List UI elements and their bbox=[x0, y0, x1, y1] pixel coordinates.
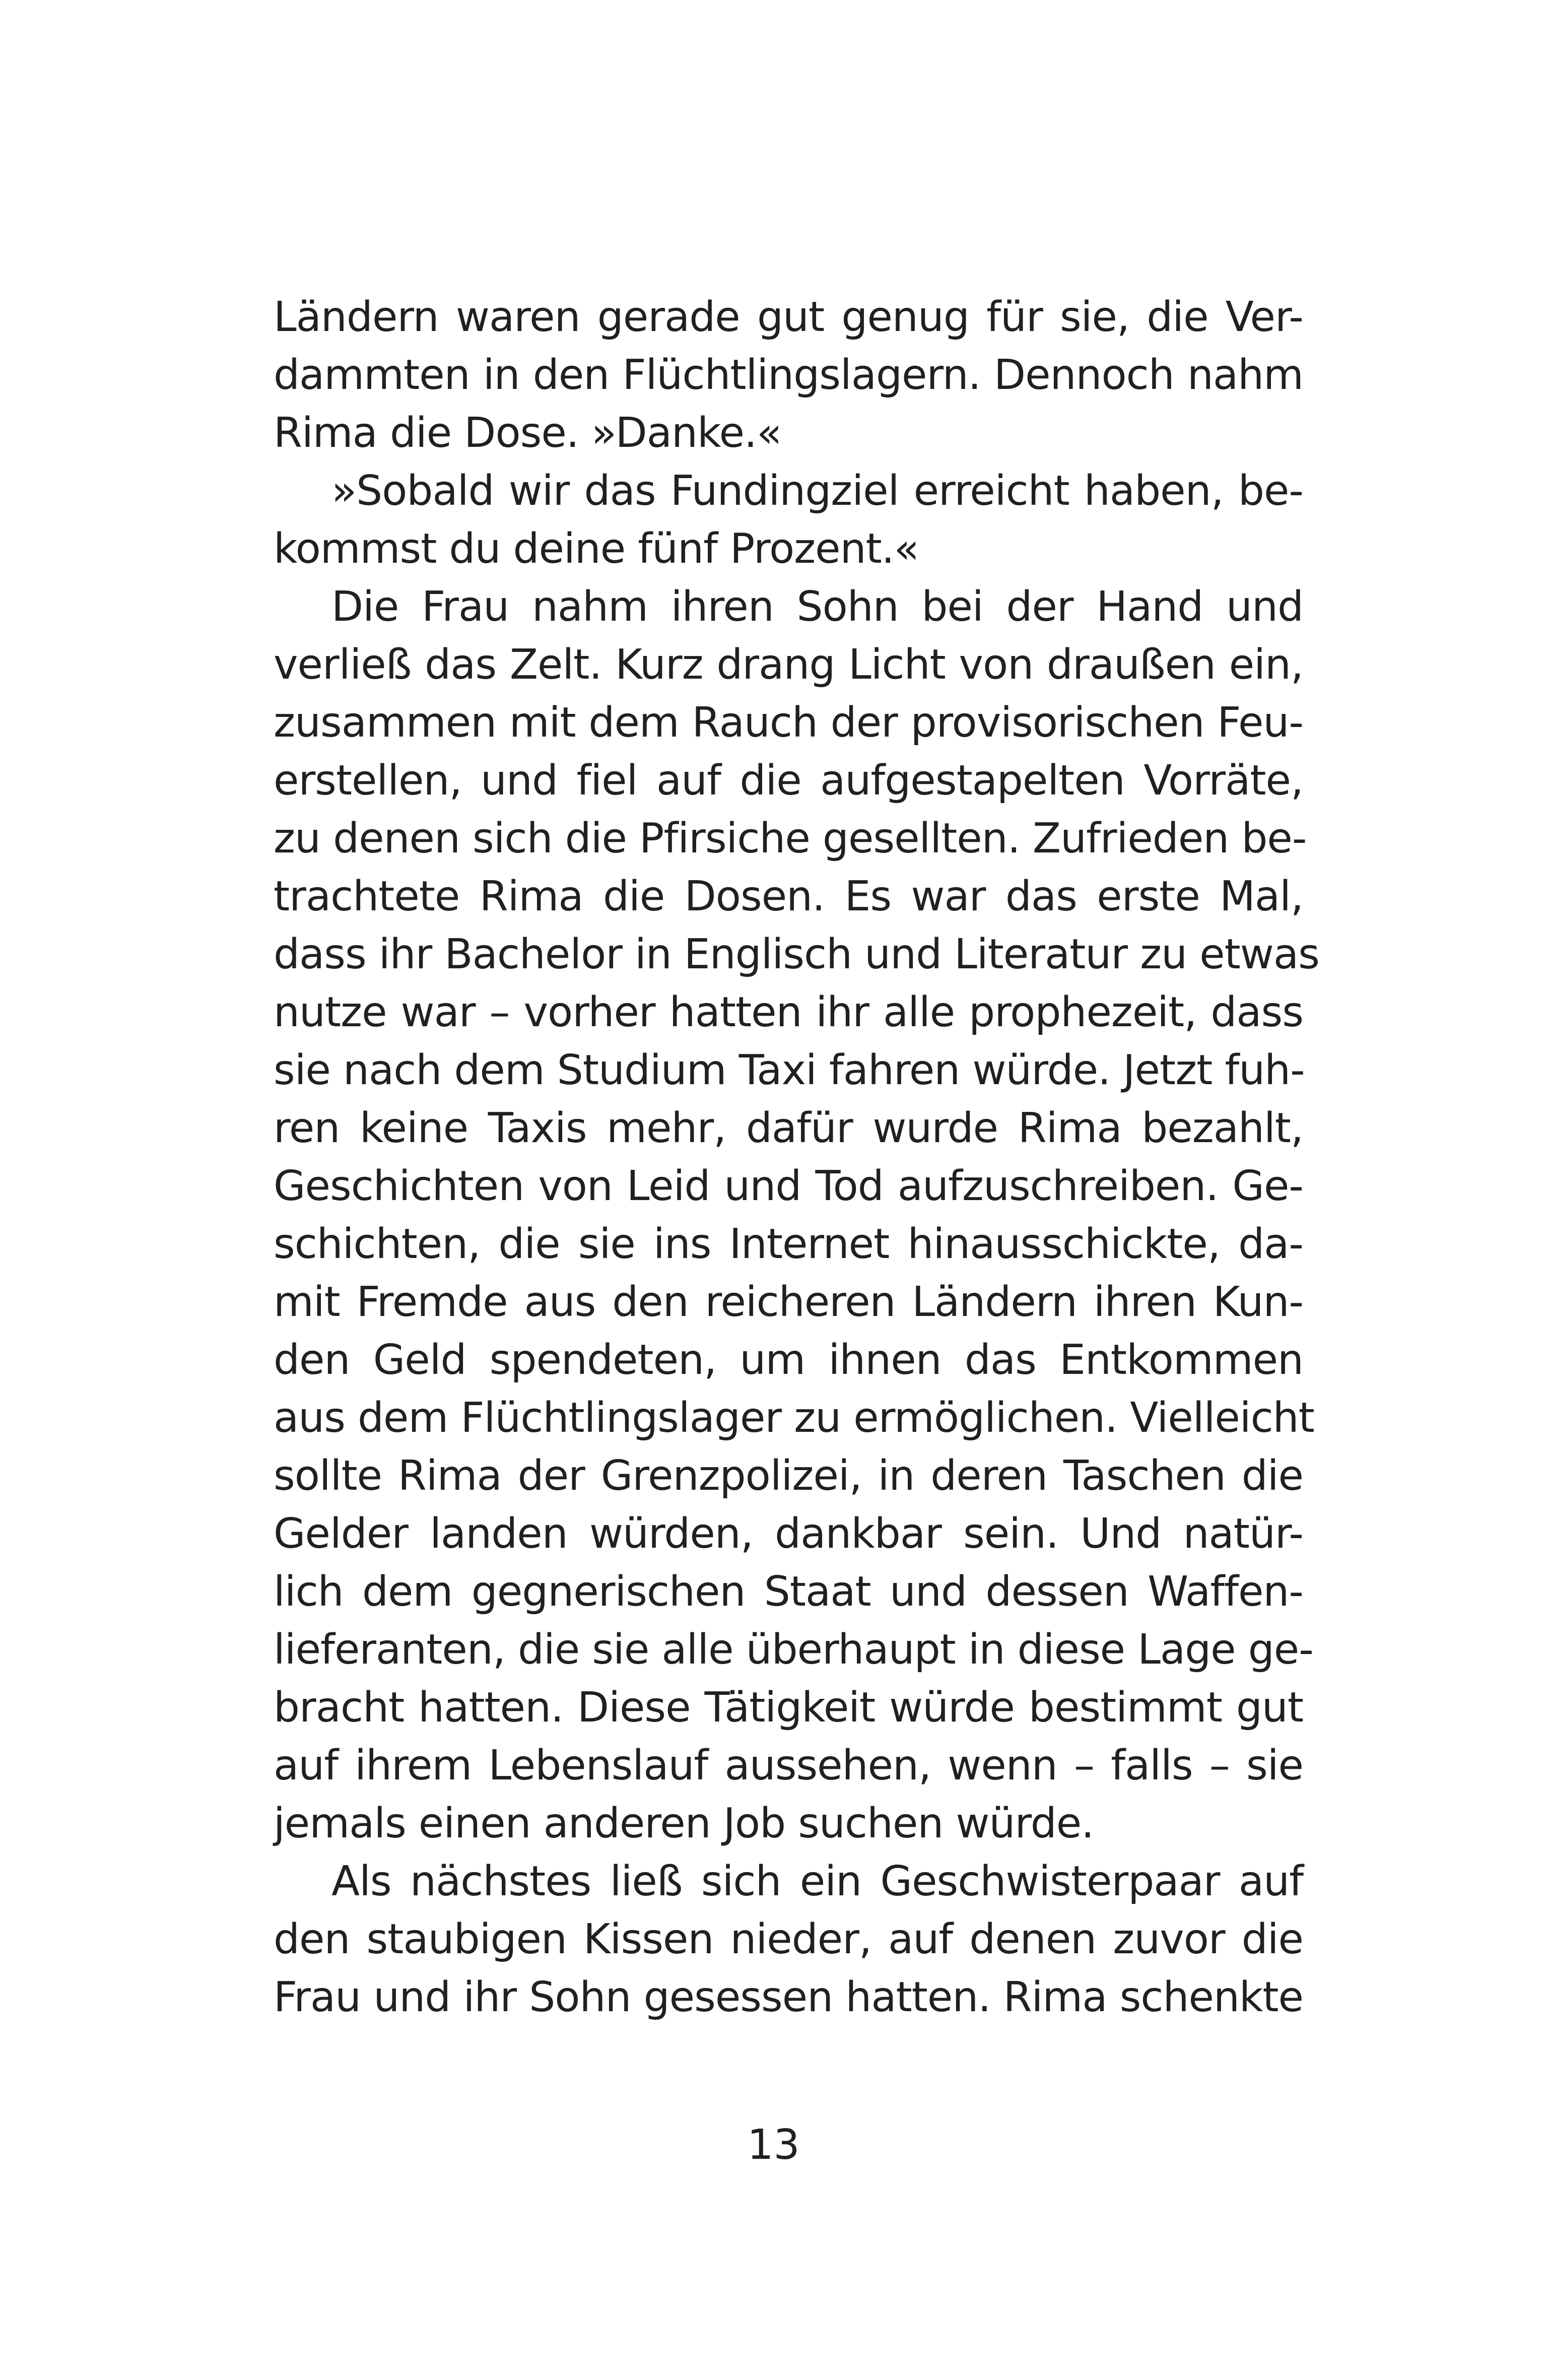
text-line: sollte Rima der Grenzpolizei, in deren Taschen die bbox=[274, 1452, 1303, 1500]
text-line: zu denen sich die Pfirsiche gesellten. Zufrieden be- bbox=[274, 815, 1307, 863]
text-line: Frau und ihr Sohn gesessen hatten. Rima schenkte bbox=[274, 1973, 1303, 2021]
text-line: kommst du deine fünf Prozent.« bbox=[274, 525, 919, 573]
text-line: sie nach dem Studium Taxi fahren würde. Jetzt fuh- bbox=[274, 1046, 1305, 1094]
text-line: auf ihrem Lebenslauf aussehen, wenn – falls – sie bbox=[274, 1742, 1303, 1790]
text-line: schichten, die sie ins Internet hinausschickte, da- bbox=[274, 1220, 1303, 1268]
text-line: Die Frau nahm ihren Sohn bei der Hand und bbox=[331, 583, 1303, 631]
text-line: trachtete Rima die Dosen. Es war das erste Mal, bbox=[274, 873, 1303, 920]
text-line: Geschichten von Leid und Tod aufzuschreiben. Ge- bbox=[274, 1162, 1303, 1210]
text-line: den staubigen Kissen nieder, auf denen zuvor die bbox=[274, 1915, 1303, 1963]
text-line: mit Fremde aus den reicheren Ländern ihren Kun- bbox=[274, 1278, 1303, 1326]
text-line: Gelder landen würden, dankbar sein. Und natür- bbox=[274, 1510, 1303, 1558]
text-line: Als nächstes ließ sich ein Geschwisterpaar auf bbox=[331, 1858, 1303, 1905]
text-line: Rima die Dose. »Danke.« bbox=[274, 409, 782, 457]
text-line: erstellen, und fiel auf die aufgestapelten Vorräte, bbox=[274, 757, 1303, 805]
text-line: ren keine Taxis mehr, dafür wurde Rima bezahlt, bbox=[274, 1104, 1303, 1152]
text-line: den Geld spendeten, um ihnen das Entkommen bbox=[274, 1336, 1303, 1384]
text-line: aus dem Flüchtlingslager zu ermöglichen. Vielleicht bbox=[274, 1394, 1314, 1442]
text-line: lich dem gegnerischen Staat und dessen Waffen- bbox=[274, 1568, 1303, 1616]
page-number: 13 bbox=[747, 2121, 800, 2169]
text-line: nutze war – vorher hatten ihr alle prophezeit, dass bbox=[274, 988, 1303, 1036]
text-line: dass ihr Bachelor in Englisch und Literatur zu etwas bbox=[274, 931, 1319, 978]
text-line: dammten in den Flüchtlingslagern. Dennoch nahm bbox=[274, 351, 1303, 399]
text-line: »Sobald wir das Fundingziel erreicht haben, be- bbox=[331, 467, 1303, 515]
text-line: lieferanten, die sie alle überhaupt in diese Lage ge- bbox=[274, 1626, 1313, 1674]
text-line: verließ das Zelt. Kurz drang Licht von draußen ein, bbox=[274, 641, 1303, 689]
text-line: jemals einen anderen Job suchen würde. bbox=[274, 1800, 1094, 1847]
body-text bbox=[274, 288, 1319, 2026]
text-line: bracht hatten. Diese Tätigkeit würde bestimmt gut bbox=[274, 1684, 1303, 1732]
text-line: Ländern waren gerade gut genug für sie, die Ver- bbox=[274, 293, 1303, 341]
text-line: zusammen mit dem Rauch der provisorischen Feu- bbox=[274, 699, 1303, 747]
